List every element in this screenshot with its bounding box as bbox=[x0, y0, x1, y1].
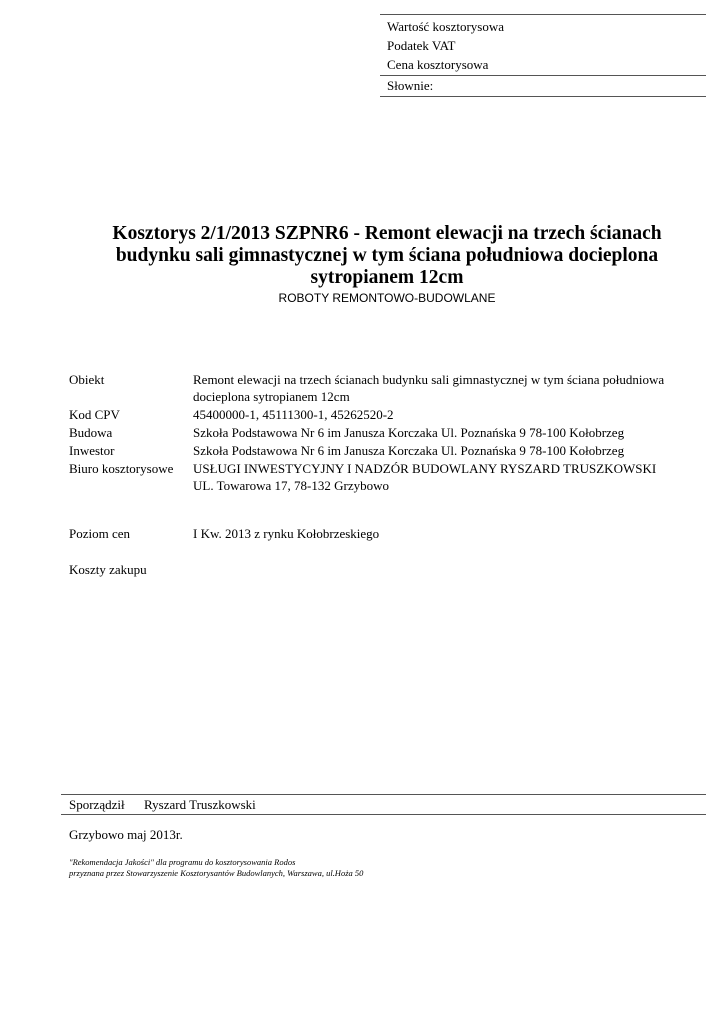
quality-note-line-1: "Rekomendacja Jakości" dla programu do kosztorysowania Rodos bbox=[69, 857, 296, 867]
estimated-price-label: Cena kosztorysowa bbox=[387, 57, 489, 72]
estimating-office-value-line-1: USŁUGI INWESTYCYJNY I NADZÓR BUDOWLANY RYSZARD TRUSZKOWSKI bbox=[193, 461, 657, 476]
object-value-line-1: Remont elewacji na trzech ścianach budynku sali gimnastycznej w tym ściana południowa bbox=[193, 372, 665, 387]
cpv-code-label: Kod CPV bbox=[69, 407, 120, 422]
estimating-office-value-line-2: UL. Towarowa 17, 78-132 Grzybowo bbox=[193, 478, 389, 493]
prepared-by-bottom-rule bbox=[61, 814, 706, 815]
estimated-value-label: Wartość kosztorysowa bbox=[387, 19, 505, 34]
prepared-by-value: Ryszard Truszkowski bbox=[144, 797, 256, 812]
title-line-1: Kosztorys 2/1/2013 SZPNR6 - Remont elewacji na trzech ścianach bbox=[112, 223, 662, 244]
quality-note-line-2: przyznana przez Stowarzyszenie Kosztorysantów Budowlanych, Warszawa, ul.Hoża 50 bbox=[69, 868, 364, 878]
title-line-2: budynku sali gimnastycznej w tym ściana południowa docieplona bbox=[115, 245, 659, 266]
price-level-value: I Kw. 2013 z rynku Kołobrzeskiego bbox=[193, 526, 380, 541]
summary-divider bbox=[380, 14, 706, 15]
price-level-label: Poziom cen bbox=[69, 526, 131, 541]
cpv-code-value: 45400000-1, 45111300-1, 45262520-2 bbox=[193, 407, 394, 422]
investor-label: Inwestor bbox=[69, 443, 115, 458]
prepared-by-label: Sporządził bbox=[69, 797, 125, 812]
object-value-line-2: docieplona sytropianem 12cm bbox=[193, 389, 350, 404]
summary-divider bbox=[380, 96, 706, 97]
in-words-label: Słownie: bbox=[387, 78, 434, 93]
title-line-3: sytropianem 12cm bbox=[310, 267, 464, 288]
document-title bbox=[60, 223, 714, 289]
prepared-by-top-rule bbox=[61, 794, 706, 795]
investor-value: Szkoła Podstawowa Nr 6 im Janusza Korczaka Ul. Poznańska 9 78-100 Kołobrzeg bbox=[193, 443, 625, 458]
place-and-date: Grzybowo maj 2013r. bbox=[69, 827, 183, 842]
vat-label: Podatek VAT bbox=[387, 38, 456, 53]
construction-label: Budowa bbox=[69, 425, 113, 440]
object-label: Obiekt bbox=[69, 372, 105, 387]
construction-value: Szkoła Podstawowa Nr 6 im Janusza Korczaka Ul. Poznańska 9 78-100 Kołobrzeg bbox=[193, 425, 625, 440]
estimating-office-label: Biuro kosztorysowe bbox=[69, 461, 174, 476]
document-subtitle: ROBOTY REMONTOWO-BUDOWLANE bbox=[278, 291, 496, 305]
purchase-costs-label: Koszty zakupu bbox=[69, 562, 147, 577]
